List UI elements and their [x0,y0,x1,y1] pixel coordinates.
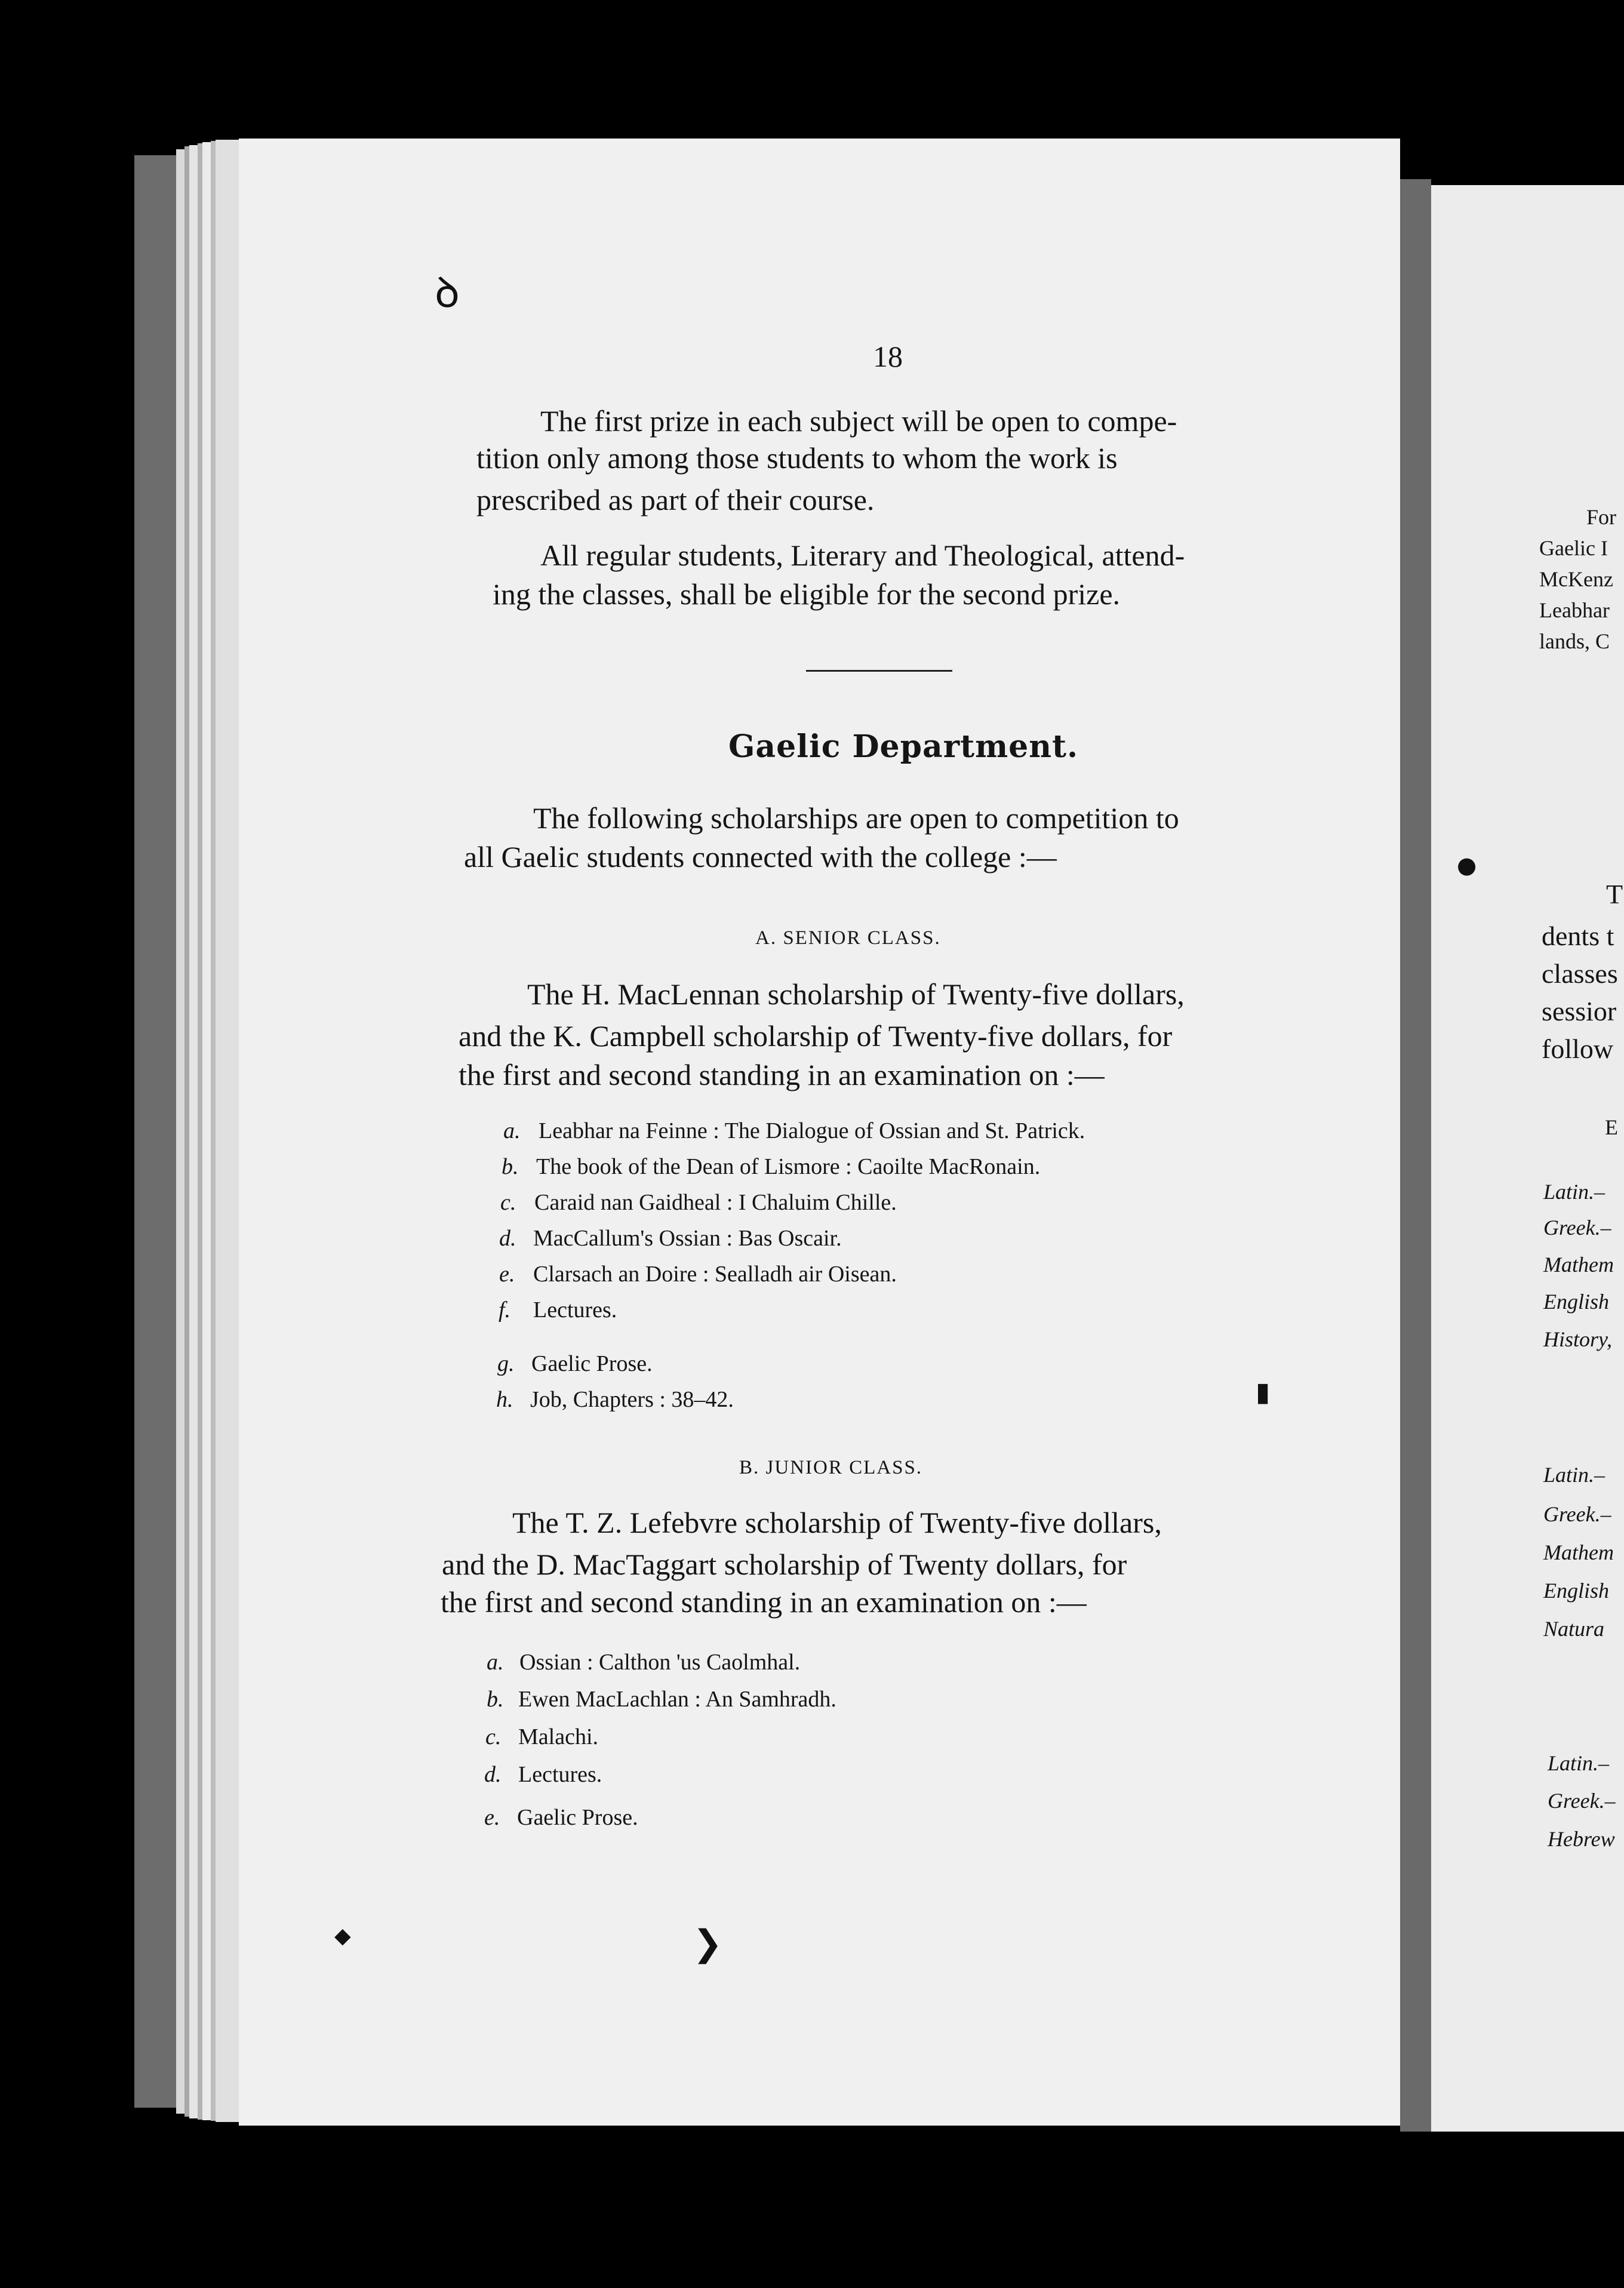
senior-paragraph-line: the first and second standing in an examination on :— [459,1058,1105,1091]
senior-item-text: The book of the Dean of Lismore : Caoilte MacRonain. [536,1154,1041,1179]
senior-item-letter: b. [502,1154,519,1179]
facing-page-line: Latin.– [1543,1180,1605,1204]
junior-item-text: Ossian : Calthon 'us Caolmhal. [519,1650,801,1675]
senior-item-letter: g. [497,1351,515,1376]
junior-item-letter: c. [485,1724,502,1749]
facing-page-line: Greek.– [1543,1502,1611,1526]
facing-page-line: Mathem [1543,1540,1614,1564]
senior-item-letter: c. [500,1190,516,1215]
junior-item-letter: a. [487,1650,504,1675]
senior-item-text: Leabhar na Feinne : The Dialogue of Ossian and St. Patrick. [539,1118,1085,1143]
junior-item-letter: e. [484,1805,500,1830]
facing-page-line: follow [1542,1034,1614,1064]
junior-paragraph-line: and the D. MacTaggart scholarship of Twenty dollars, for [442,1548,1127,1581]
section-divider [806,670,952,672]
facing-page-line: Hebrew [1548,1827,1615,1851]
senior-item-letter: e. [499,1262,515,1287]
facing-page-line: Mathem [1543,1253,1614,1277]
junior-paragraph-line: the first and second standing in an examination on :— [441,1585,1087,1619]
junior-class-heading: B. JUNIOR CLASS. [739,1457,923,1478]
senior-item-letter: f. [499,1297,511,1323]
junior-item-text: Lectures. [518,1762,602,1787]
facing-page-line: Gaelic I [1539,536,1608,560]
facing-page-line: E [1605,1115,1618,1139]
senior-paragraph-line: The H. MacLennan scholarship of Twenty-five dollars, [527,977,1185,1011]
paragraph-line: tition only among those students to whom the work is [476,441,1118,475]
junior-paragraph-line: The T. Z. Lefebvre scholarship of Twenty-five dollars, [512,1506,1162,1539]
senior-item-letter: d. [499,1226,516,1251]
junior-item-letter: b. [487,1687,504,1712]
facing-page-line: English [1543,1579,1610,1603]
paragraph-line: ing the classes, shall be eligible for the second prize. [493,577,1121,611]
book-edge-shadow [134,155,176,2108]
senior-class-heading: A. SENIOR CLASS. [755,927,941,949]
senior-item-text: Lectures. [533,1297,617,1323]
facing-page-line: History, [1543,1327,1613,1351]
page-edge [176,149,184,2114]
stray-mark-icon: ▮ [1256,1377,1271,1407]
intro-line: The following scholarships are open to competition to [533,801,1179,835]
senior-item-letter: h. [496,1387,513,1412]
senior-paragraph-line: and the K. Campbell scholarship of Twenty-five dollars, for [459,1019,1173,1053]
facing-page-line: dents t [1542,921,1614,951]
facing-page-line: Greek.– [1548,1789,1616,1813]
page-edge [189,145,198,2118]
facing-page-line: lands, C [1539,629,1610,653]
page-number: 18 [873,340,903,373]
senior-item-text: Caraid nan Gaidheal : I Chaluim Chille. [534,1190,897,1215]
senior-item-text: MacCallum's Ossian : Bas Oscair. [533,1226,842,1251]
junior-item-text: Ewen MacLachlan : An Samhradh. [518,1687,836,1712]
intro-line: all Gaelic students connected with the college :— [464,840,1057,874]
senior-item-text: Clarsach an Doire : Sealladh air Oisean. [533,1262,897,1287]
junior-item-letter: d. [484,1762,502,1787]
senior-item-text: Gaelic Prose. [531,1351,653,1376]
stray-mark-icon: ● [1457,852,1477,878]
handwritten-mark-icon: ꝺ [435,268,460,317]
facing-page-line: English [1543,1290,1610,1314]
page-edge [184,146,189,2117]
page-edge [211,141,216,2121]
facing-page-line: Natura [1543,1617,1605,1641]
facing-page-line: T [1606,879,1623,909]
senior-item-letter: a. [503,1118,521,1143]
page-edge [216,140,239,2122]
page-edge [198,143,202,2120]
facing-page-line: classes [1542,958,1618,989]
paragraph-line: prescribed as part of their course. [476,483,875,516]
section-title: Gaelic Department. [728,728,1079,765]
junior-item-text: Gaelic Prose. [517,1805,638,1830]
page-edge [202,142,211,2120]
facing-page-line: sessior [1542,996,1617,1026]
paragraph-line: All regular students, Literary and Theological, attend- [540,539,1185,572]
facing-page-line: Latin.– [1543,1463,1605,1487]
junior-item-text: Malachi. [518,1724,599,1749]
book-gutter [1400,179,1431,2132]
senior-item-text: Job, Chapters : 38–42. [530,1387,734,1412]
stray-mark-icon: ◆ [334,1924,351,1948]
facing-page-line: For [1586,505,1617,529]
facing-page-line: Greek.– [1543,1216,1611,1240]
paragraph-line: The first prize in each subject will be open to compe- [540,404,1177,438]
facing-page-line: Latin.– [1548,1751,1610,1775]
stray-mark-icon: ❯ [693,1923,723,1964]
facing-page-line: Leabhar [1539,598,1610,622]
facing-page-line: McKenz [1539,567,1613,591]
